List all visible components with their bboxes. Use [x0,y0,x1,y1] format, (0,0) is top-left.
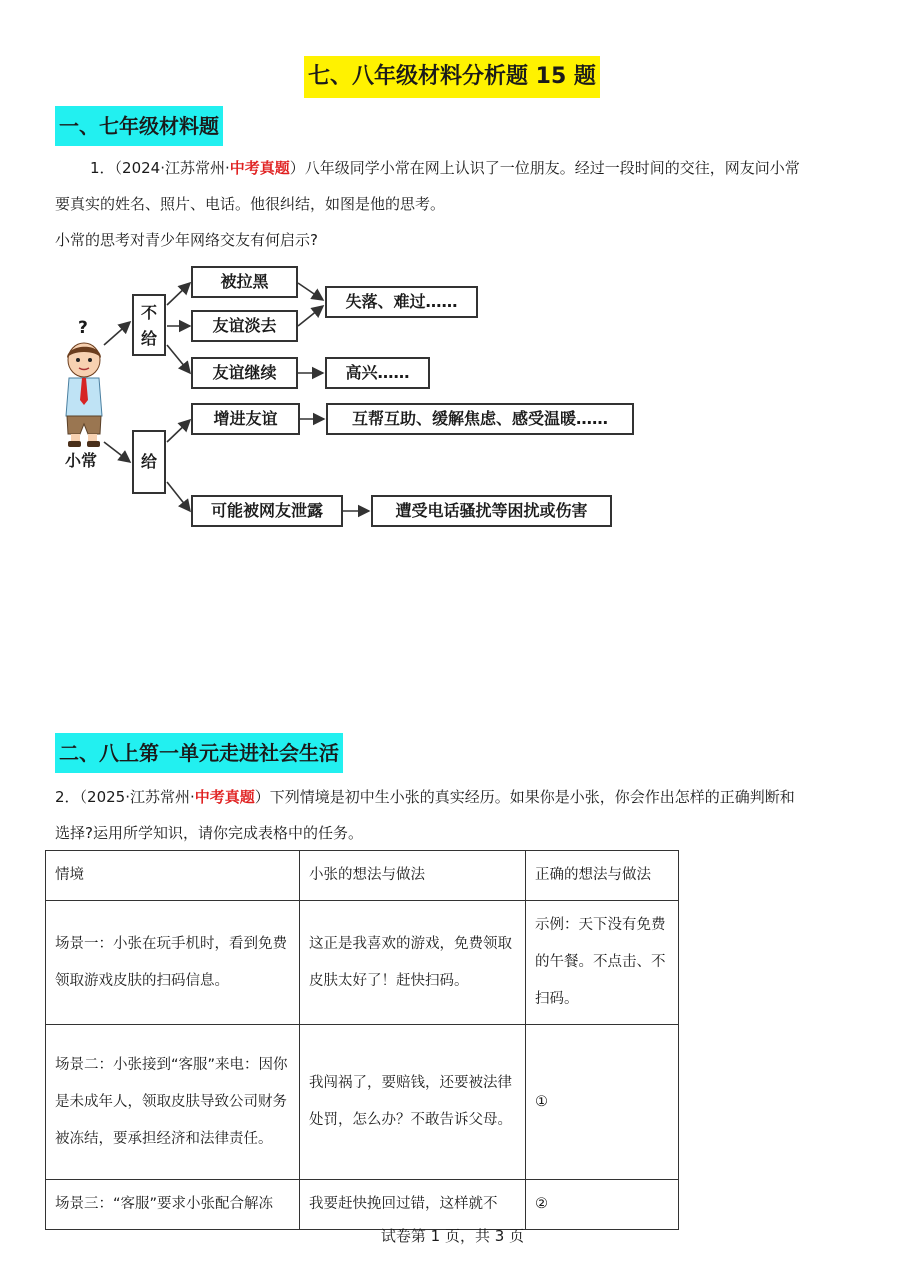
table-row [46,1180,679,1230]
table-header-cell: 小张的想法与做法 [300,851,526,901]
q1-source: （2024·江苏常州· [114,159,230,177]
q2-source: （2025·江苏常州· [79,788,195,806]
question-mark: ? [78,318,88,338]
table-cell: 这正是我喜欢的游戏，免费领取皮肤太好了！赶快扫码。 [300,901,526,1025]
q2-tag: 中考真题 [194,788,255,806]
arrow-not-give-continue [167,345,190,373]
q1-number: 1． [90,159,115,177]
node-blocked: 被拉黑 [191,266,298,298]
arrow-not-give-blocked [167,283,190,305]
arrow-blocked-lost [298,283,323,300]
page-footer: 试卷第 1 页，共 3 页 [380,1227,525,1245]
table-row [46,901,679,1025]
node-lost: 失落、难过…… [325,286,478,318]
q1-source-close: ） [289,159,305,177]
table-cell: 场景一：小张在玩手机时，看到免费领取游戏皮肤的扫码信息。 [46,901,300,1025]
table-cell: 场景二：小张接到“客服”来电：因你是未成年人，领取皮肤导致公司财务被冻结，要承担经济和法律责任。 [46,1025,300,1180]
arrow-fade-lost [298,306,323,326]
q2-text: 下列情境是初中生小张的真实经历。如果你是小张，你会作出怎样的正确判断和 [269,788,795,806]
table-header-row [46,851,679,901]
q2-line2: 选择?运用所学知识，请你完成表格中的任务。 [55,824,363,842]
q1-tag: 中考真题 [229,159,290,177]
table-row [46,1025,679,1180]
node-help: 互帮互助、缓解焦虑、感受温暖…… [326,403,634,435]
node-happy: 高兴…… [325,357,430,389]
table-cell: 场景三：“客服”要求小张配合解冻 [46,1180,300,1230]
section-heading-2: 二、八上第一单元走进社会生活 [55,733,343,773]
node-leak: 可能被网友泄露 [191,495,343,527]
arrow-give-leak [167,482,190,511]
q1-question: 小常的思考对青少年网络交友有何启示? [55,231,318,249]
node-fade: 友谊淡去 [191,310,298,342]
q2-source-close: ） [254,788,270,806]
node-not-give: 不给 [132,294,166,356]
table-cell: 我要赶快挽回过错，这样就不 [300,1180,526,1230]
table-cell: 我闯祸了，要赔钱，还要被法律处罚，怎么办？不敢告诉父母。 [300,1025,526,1180]
table-header-cell: 正确的想法与做法 [526,851,679,901]
boy-avatar-icon [58,340,110,448]
arrow-give-enhance [167,420,190,442]
table-cell: ② [526,1180,679,1230]
table-header-cell: 情境 [46,851,300,901]
scenario-table [45,850,679,1230]
page-title: 七、八年级材料分析题 15 题 [304,56,600,98]
q2-line1 [55,780,795,814]
person-label: 小常 [65,451,98,470]
section-heading-1: 一、七年级材料题 [55,106,223,146]
node-give: 给 [132,430,166,494]
table-cell: 示例：天下没有免费的午餐。不点击、不扫码。 [526,901,679,1025]
q1-line2: 要真实的姓名、照片、电话。他很纠结，如图是他的思考。 [55,195,446,213]
node-continue: 友谊继续 [191,357,298,389]
table-cell: ① [526,1025,679,1180]
q1-text: 八年级同学小常在网上认识了一位朋友。经过一段时间的交往，网友问小常 [304,159,800,177]
node-enhance: 增进友谊 [191,403,300,435]
node-harass: 遭受电话骚扰等困扰或伤害 [371,495,612,527]
q2-number: 2． [55,788,80,806]
